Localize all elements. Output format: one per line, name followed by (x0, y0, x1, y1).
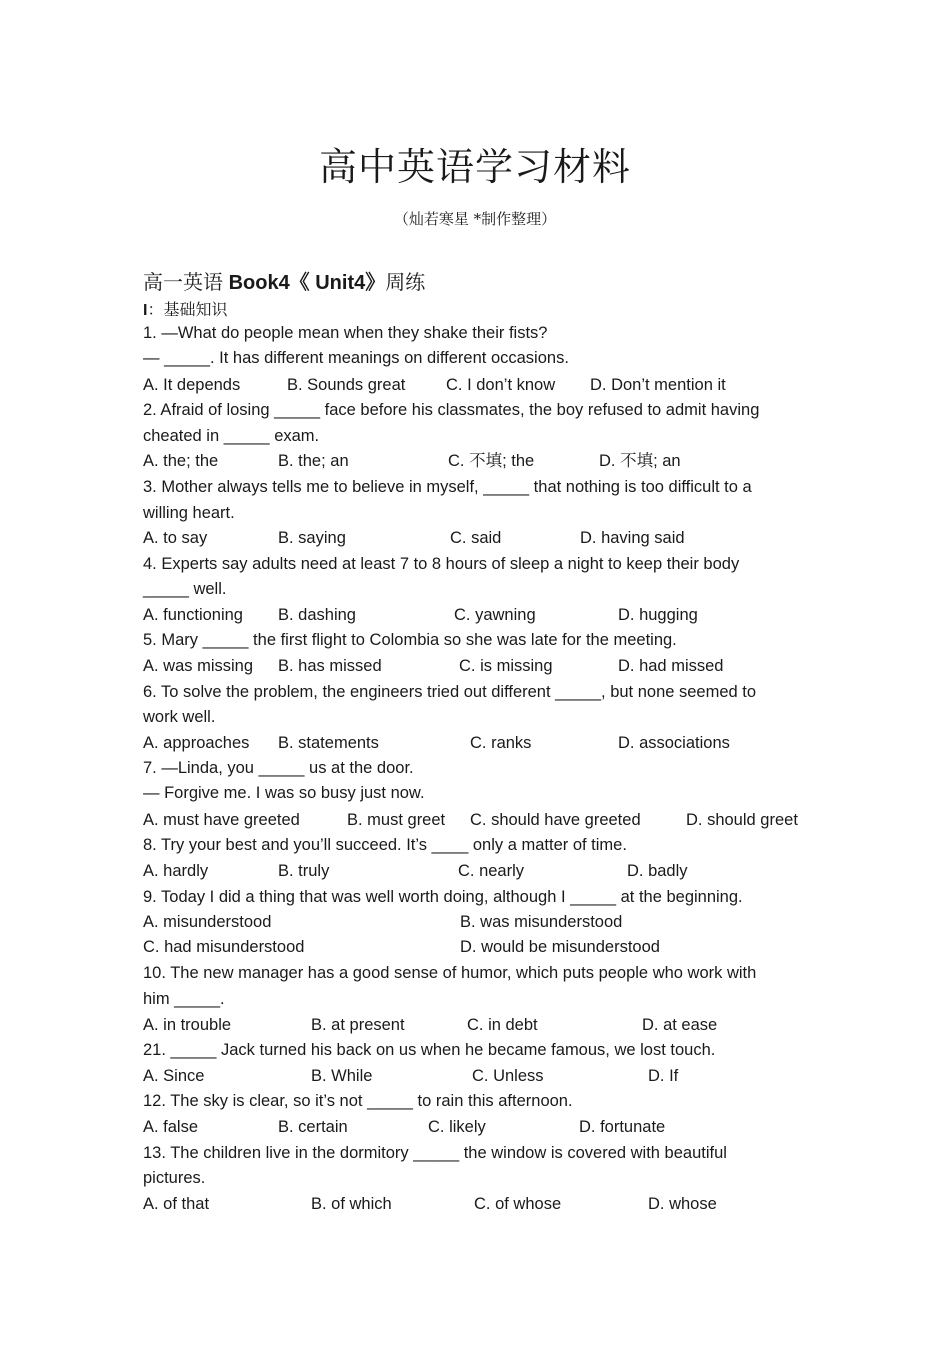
question-line: cheated in _____ exam. (143, 427, 320, 445)
answer-option: A. in trouble (143, 1016, 232, 1034)
answer-option: C. 不填; the (448, 452, 535, 470)
question-line: — _____. It has different meanings on different occasions. (143, 349, 569, 367)
answer-option: A. must have greeted (143, 811, 300, 829)
answer-option: D. badly (627, 862, 688, 880)
document-subtitle: （灿若寒星 *制作整理） (393, 210, 557, 228)
question-line: 6. To solve the problem, the engineers tried out different _____, but none seemed to (143, 683, 757, 701)
question-line: 8. Try your best and you’ll succeed. It’s ____ only a matter of time. (143, 836, 627, 854)
answer-option: A. approaches (143, 734, 250, 752)
answer-option: B. was misunderstood (460, 913, 623, 931)
question-line: 10. The new manager has a good sense of humor, which puts people who work with (143, 964, 757, 982)
answer-option: B. certain (278, 1118, 348, 1136)
section-number: I (143, 302, 148, 319)
answer-option: D. Don’t mention it (590, 376, 726, 394)
answer-option: C. said (450, 529, 502, 547)
answer-option: A. Since (143, 1067, 205, 1085)
answer-option: D. If (648, 1067, 679, 1085)
answer-option: C. of whose (474, 1195, 562, 1213)
answer-option: C. I don’t know (446, 376, 556, 394)
answer-option: A. false (143, 1118, 199, 1136)
answer-option: D. at ease (642, 1016, 718, 1034)
answer-option: A. the; the (143, 452, 219, 470)
answer-option: B. has missed (278, 657, 382, 675)
question-line: _____ well. (143, 580, 227, 598)
worksheet-heading (143, 266, 425, 295)
answer-option: A. misunderstood (143, 913, 272, 931)
answer-option: D. had missed (618, 657, 724, 675)
answer-option: C. yawning (454, 606, 536, 624)
answer-option: B. While (311, 1067, 373, 1085)
answer-option: D. whose (648, 1195, 717, 1213)
answer-option: D. having said (580, 529, 685, 547)
question-line: willing heart. (143, 504, 235, 522)
question-line: 21. _____ Jack turned his back on us when he became famous, we lost touch. (143, 1041, 716, 1059)
answer-option: C. Unless (472, 1067, 544, 1085)
answer-option: B. must greet (347, 811, 446, 829)
answer-option: B. saying (278, 529, 346, 547)
answer-option: D. would be misunderstood (460, 938, 660, 956)
answer-option: B. truly (278, 862, 330, 880)
question-line: work well. (143, 708, 216, 726)
document-title: 高中英语学习材料 (318, 145, 631, 189)
answer-option: A. to say (143, 529, 208, 547)
answer-option: A. was missing (143, 657, 254, 675)
answer-option: C. ranks (470, 734, 532, 752)
question-line: pictures. (143, 1169, 206, 1187)
answer-option: A. of that (143, 1195, 210, 1213)
question-line: 9. Today I did a thing that was well worth doing, although I _____ at the beginning. (143, 888, 743, 906)
answer-option: C. likely (428, 1118, 486, 1136)
answer-option: A. It depends (143, 376, 241, 394)
heading-type: 周练 (385, 270, 426, 294)
answer-option: A. hardly (143, 862, 209, 880)
answer-option: C. in debt (467, 1016, 538, 1034)
answer-option: B. Sounds great (287, 376, 406, 394)
answer-option: B. the; an (278, 452, 349, 470)
question-line: 3. Mother always tells me to believe in myself, _____ that nothing is too difficult to a (143, 478, 752, 496)
answer-option: D. fortunate (579, 1118, 666, 1136)
answer-option: D. should greet (686, 811, 798, 829)
question-line: — Forgive me. I was so busy just now. (143, 784, 425, 802)
question-line: 4. Experts say adults need at least 7 to 8 hours of sleep a night to keep their body (143, 555, 740, 573)
question-line: him _____. (143, 990, 225, 1008)
answer-option: D. 不填; an (599, 452, 681, 470)
answer-option: D. hugging (618, 606, 698, 624)
answer-option: C. should have greeted (470, 811, 641, 829)
section-label: ：基础知识 (147, 300, 228, 319)
question-line: 5. Mary _____ the first flight to Colombia so she was late for the meeting. (143, 631, 677, 649)
answer-option: C. is missing (459, 657, 553, 675)
heading-grade: 高一英语 (143, 270, 223, 294)
answer-option: B. at present (311, 1016, 405, 1034)
question-line: 12. The sky is clear, so it’s not _____ to rain this afternoon. (143, 1092, 573, 1110)
question-line: 2. Afraid of losing _____ face before his classmates, the boy refused to admit having (143, 401, 760, 419)
answer-option: B. dashing (278, 606, 356, 624)
answer-option: B. of which (311, 1195, 392, 1213)
section-heading (143, 297, 227, 320)
heading-book-unit: Book4《 Unit4》 (228, 272, 386, 294)
answer-option: A. functioning (143, 606, 243, 624)
question-line: 1. —What do people mean when they shake their fists? (143, 324, 548, 342)
answer-option: C. had misunderstood (143, 938, 305, 956)
answer-option: D. associations (618, 734, 730, 752)
question-line: 7. —Linda, you _____ us at the door. (143, 759, 414, 777)
answer-option: C. nearly (458, 862, 525, 880)
question-line: 13. The children live in the dormitory _____ the window is covered with beautiful (143, 1144, 727, 1162)
answer-option: B. statements (278, 734, 379, 752)
